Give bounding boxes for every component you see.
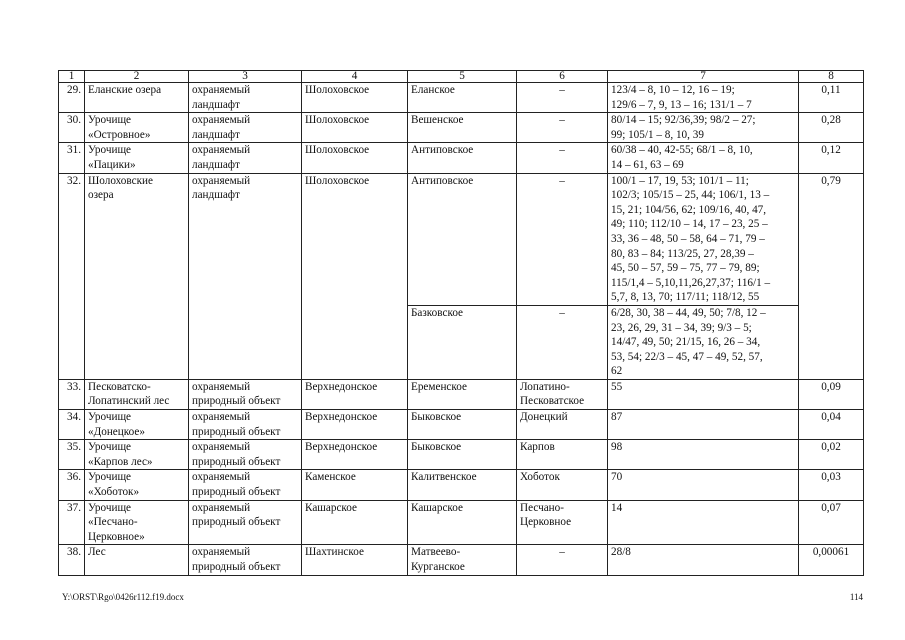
table-row [59, 113, 864, 143]
quarters [608, 470, 799, 500]
object-category [189, 410, 302, 440]
cell-line: Верхнедонское [305, 441, 378, 454]
cell-line: 33, 36 – 48, 50 – 58, 64 – 71, 79 – [611, 232, 765, 245]
cell-line: Шолоховское [305, 114, 370, 127]
cell-line: 28/8 [611, 546, 631, 559]
cell-line: 6/28, 30, 38 – 44, 49, 50; 7/8, 12 – [611, 306, 766, 319]
cell-line: природный объект [192, 395, 281, 408]
object-name [85, 379, 189, 409]
cell-line: Урочище [88, 144, 132, 157]
cell-line: 100/1 – 17, 19, 53; 101/1 – 11; [611, 174, 749, 187]
cell-line: 115/1,4 – 5,10,11,26,27,37; 116/1 – [611, 276, 771, 289]
row-number: 33. [59, 379, 85, 409]
cell-line: 55 [611, 380, 623, 393]
row-number: 35. [59, 440, 85, 470]
cell-line: Кашарское [305, 501, 357, 514]
cell-line: 53, 54; 22/3 – 45, 47 – 49, 52, 57, [611, 350, 763, 363]
row-number: 37. [59, 500, 85, 545]
row-number: 31. [59, 143, 85, 173]
row-number: 30. [59, 113, 85, 143]
cell-line: ландшафт [192, 128, 240, 141]
settlement [408, 305, 517, 379]
table-row [59, 83, 864, 113]
forestry-district [302, 410, 408, 440]
cell-line: Церковное» [88, 530, 145, 543]
cell-line: 123/4 – 8, 10 – 12, 16 – 19; [611, 84, 735, 96]
settlement [408, 410, 517, 440]
cell-line: Урочище [88, 411, 132, 424]
table-row [59, 379, 864, 409]
object-name [85, 440, 189, 470]
forestry-district [302, 470, 408, 500]
locality [517, 305, 608, 379]
quarters [608, 305, 799, 379]
column-header-2: 2 [85, 71, 189, 83]
object-category [189, 83, 302, 113]
cell-line: охраняемый [192, 144, 251, 157]
locality [517, 173, 608, 305]
locality [517, 113, 608, 143]
quarters [608, 113, 799, 143]
object-name [85, 83, 189, 113]
column-header-5: 5 [408, 71, 517, 83]
cell-line: Антиповское [411, 144, 474, 157]
cell-line: «Островное» [88, 128, 151, 141]
column-header-7: 7 [608, 71, 799, 83]
cell-line: охраняемый [192, 174, 251, 187]
object-name [85, 143, 189, 173]
cell-line: Песковатское [520, 395, 585, 408]
forestry-district [302, 440, 408, 470]
cell-line: 87 [611, 411, 623, 424]
table-row [59, 440, 864, 470]
cell-line: 14/47, 49, 50; 21/15, 16, 26 – 34, [611, 336, 761, 349]
cell-line: Базковское [411, 306, 464, 319]
settlement [408, 83, 517, 113]
object-name [85, 113, 189, 143]
forestry-district [302, 173, 408, 379]
footer-page-number: 114 [849, 592, 863, 602]
forestry-district [302, 83, 408, 113]
cell-line: Вешенское [411, 114, 464, 127]
table-row [59, 173, 864, 305]
settlement [408, 379, 517, 409]
cell-line: Антиповское [411, 174, 474, 187]
quarters [608, 379, 799, 409]
cell-line: Еланские озера [88, 84, 162, 96]
cell-line: 129/6 – 7, 9, 13 – 16; 131/1 – 7 [611, 98, 752, 111]
area-value: 0,04 [799, 410, 864, 440]
column-header-1: 1 [59, 71, 85, 83]
cell-line: Калитвенское [411, 471, 477, 484]
settlement [408, 500, 517, 545]
area-value: 0,02 [799, 440, 864, 470]
quarters [608, 410, 799, 440]
cell-line: охраняемый [192, 441, 251, 454]
cell-line: Песковатско- [88, 380, 151, 393]
column-header-4: 4 [302, 71, 408, 83]
settlement [408, 545, 517, 575]
settlement [408, 173, 517, 305]
cell-line: 14 – 61, 63 – 69 [611, 158, 684, 171]
cell-line: – [559, 174, 565, 187]
cell-line: охраняемый [192, 546, 251, 559]
cell-line: 98 [611, 441, 623, 454]
cell-line: Лес [88, 546, 106, 559]
cell-line: «Пацики» [88, 158, 136, 171]
cell-line: Еланское [411, 84, 455, 96]
cell-line: Быковское [411, 441, 462, 454]
object-name [85, 470, 189, 500]
column-header-3: 3 [189, 71, 302, 83]
column-header-6: 6 [517, 71, 608, 83]
settlement [408, 143, 517, 173]
table-row [59, 143, 864, 173]
cell-line: Шолоховское [305, 174, 370, 187]
quarters [608, 440, 799, 470]
cell-line: Шолоховское [305, 84, 370, 96]
locality [517, 440, 608, 470]
cell-line: – [559, 306, 565, 319]
cell-line: охраняемый [192, 501, 251, 514]
cell-line: 60/38 – 40, 42-55; 68/1 – 8, 10, [611, 144, 753, 157]
area-value: 0,11 [799, 83, 864, 113]
cell-line: «Песчано- [88, 516, 138, 529]
object-category [189, 470, 302, 500]
object-name [85, 173, 189, 379]
cell-line: Лопатино- [520, 380, 570, 393]
cell-line: 14 [611, 501, 623, 514]
forestry-district [302, 500, 408, 545]
cell-line: Верхнедонское [305, 380, 378, 393]
row-number: 38. [59, 545, 85, 575]
quarters [608, 500, 799, 545]
cell-line: охраняемый [192, 84, 251, 96]
cell-line: Шолоховское [305, 144, 370, 157]
cell-line: Шолоховские [88, 174, 153, 187]
cell-line: природный объект [192, 561, 281, 573]
cell-line: природный объект [192, 516, 281, 529]
cell-line: «Карпов лес» [88, 455, 153, 468]
object-name [85, 500, 189, 545]
cell-line: охраняемый [192, 380, 251, 393]
table-row [59, 410, 864, 440]
cell-line: 45, 50 – 57, 59 – 75, 77 – 79, 89; [611, 262, 760, 275]
forestry-district [302, 379, 408, 409]
cell-line: Верхнедонское [305, 411, 378, 424]
area-value: 0,28 [799, 113, 864, 143]
cell-line: Урочище [88, 471, 132, 484]
cell-line: охраняемый [192, 411, 251, 424]
forestry-district [302, 545, 408, 575]
area-value: 0,12 [799, 143, 864, 173]
cell-line: Лопатинский лес [88, 395, 170, 408]
row-number: 32. [59, 173, 85, 379]
cell-line: Быковское [411, 411, 462, 424]
settlement [408, 470, 517, 500]
cell-line: 80/14 – 15; 92/36,39; 98/2 – 27; [611, 114, 756, 127]
area-value: 0,07 [799, 500, 864, 545]
locality [517, 500, 608, 545]
cell-line: Урочище [88, 501, 132, 514]
object-category [189, 440, 302, 470]
object-category [189, 545, 302, 575]
cell-line: Шахтинское [305, 546, 364, 559]
cell-line: 15, 21; 104/56, 62; 109/16, 40, 47, [611, 203, 767, 216]
table-row [59, 500, 864, 545]
cell-line: охраняемый [192, 114, 251, 127]
footer-file-path: Y:\ORST\Rgo\0426r112.f19.docx [62, 592, 184, 602]
locality [517, 83, 608, 113]
cell-line: 5,7, 8, 13, 70; 117/11; 118/12, 55 [611, 291, 760, 304]
object-name [85, 410, 189, 440]
locality [517, 143, 608, 173]
cell-line: озера [88, 189, 114, 202]
cell-line: 80, 83 – 84; 113/25, 27, 28,39 – [611, 247, 754, 260]
locality [517, 379, 608, 409]
quarters [608, 143, 799, 173]
object-category [189, 173, 302, 379]
cell-line: 102/3; 105/15 – 25, 44; 106/1, 13 – [611, 189, 770, 202]
cell-line: Каменское [305, 471, 356, 484]
cell-line: Урочище [88, 114, 132, 127]
column-header-8: 8 [799, 71, 864, 83]
row-number: 29. [59, 83, 85, 113]
cell-line: – [559, 546, 565, 559]
table-row [59, 545, 864, 575]
quarters [608, 173, 799, 305]
cell-line: Еременское [411, 380, 467, 393]
cell-line: 62 [611, 365, 623, 378]
row-number: 36. [59, 470, 85, 500]
area-value: 0,00061 [799, 545, 864, 575]
forestry-district [302, 113, 408, 143]
cell-line: природный объект [192, 486, 281, 499]
cell-line: – [559, 84, 565, 96]
quarters [608, 545, 799, 575]
settlement [408, 440, 517, 470]
cell-line: природный объект [192, 455, 281, 468]
cell-line: ландшафт [192, 98, 240, 111]
cell-line: Хоботок [520, 471, 560, 484]
cell-line: – [559, 114, 565, 127]
cell-line: Песчано- [520, 501, 564, 514]
cell-line: Урочище [88, 441, 132, 454]
locality [517, 470, 608, 500]
object-category [189, 379, 302, 409]
object-name [85, 545, 189, 575]
header-row [59, 71, 864, 83]
cell-line: Кашарское [411, 501, 463, 514]
area-value: 0,03 [799, 470, 864, 500]
row-number: 34. [59, 410, 85, 440]
cell-line: ландшафт [192, 158, 240, 171]
forest-register-table [58, 70, 864, 576]
forestry-district [302, 143, 408, 173]
cell-line: природный объект [192, 425, 281, 438]
cell-line: – [559, 144, 565, 157]
cell-line: охраняемый [192, 471, 251, 484]
cell-line: Церковное [520, 516, 572, 529]
cell-line: Карпов [520, 441, 555, 454]
cell-line: 23, 26, 29, 31 – 34, 39; 9/3 – 5; [611, 321, 752, 334]
cell-line: 99; 105/1 – 8, 10, 39 [611, 128, 704, 141]
area-value: 0,09 [799, 379, 864, 409]
cell-line: «Донецкое» [88, 425, 145, 438]
locality [517, 545, 608, 575]
cell-line: 70 [611, 471, 623, 484]
locality [517, 410, 608, 440]
cell-line: Донецкий [520, 411, 568, 424]
object-category [189, 500, 302, 545]
cell-line: Матвеево- [411, 546, 461, 559]
cell-line: 49; 110; 112/10 – 14, 17 – 23, 25 – [611, 218, 768, 231]
table-row [59, 470, 864, 500]
settlement [408, 113, 517, 143]
object-category [189, 113, 302, 143]
object-category [189, 143, 302, 173]
cell-line: Курганское [411, 561, 465, 573]
area-value: 0,79 [799, 173, 864, 379]
cell-line: «Хоботок» [88, 486, 140, 499]
cell-line: ландшафт [192, 189, 240, 202]
quarters [608, 83, 799, 113]
